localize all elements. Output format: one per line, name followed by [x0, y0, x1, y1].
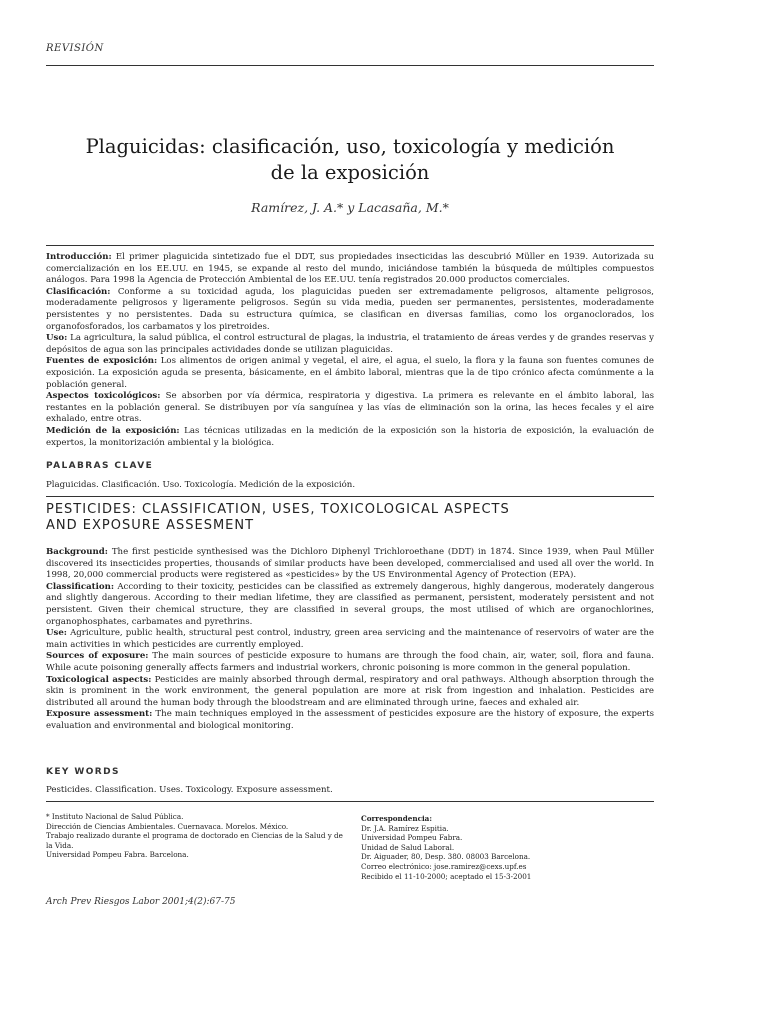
affiliation-footnote	[46, 812, 346, 860]
journal-citation: Arch Prev Riesgos Labor 2001;4(2):67-75	[46, 897, 236, 907]
abstract-label: Introducción:	[46, 252, 112, 262]
abstract-text: According to their toxicity, pesticides can be classified as extremely dangerous, highly dangerous, moderately dangerous and slightly dangerous. According to their median lifetime, they are classified as permanent, persistent, moderately persistent and not persistent. Given their chemical structure, they are classified in several groups, the most utilised of which are organochlorines, organophosphates, carbamates and pyrethrins.	[46, 581, 654, 627]
correspondence-line: Correo electrónico: jose.ramirez@cexs.upf.es	[361, 861, 527, 871]
keywords-english: Pesticides. Classification. Uses. Toxicology. Exposure assessment.	[46, 785, 333, 795]
abstract-paragraph	[46, 426, 654, 449]
title-line-2: de la exposición	[270, 161, 430, 184]
abstract-text: El primer plaguicida sintetizado fue el DDT, sus propiedades insecticidas las descubrió Müller en 1939. Autorizada su comercialización en los EE.UU. en 1945, se expande al resto del mundo, iniciándose también la búsqueda de múltiples compuestos análogos. Para 1998 la Agencia de Protección Ambiental de los EE.UU. tenía registrados 20.000 productos comerciales.	[46, 252, 654, 286]
header-rule	[46, 65, 654, 66]
english-section-rule	[46, 496, 654, 497]
abstract-text: The first pesticide synthesised was the Dichloro Diphenyl Trichloroethane (DDT) in 1874. Since 1939, when Paul Müller discovered its insecticides properties, thousands of similar products have been developed, commercialised and used all over the world. In 1998, 20,000 commercial products were registered as «pesticides» by the US Environmental Agency of Protection (EPA).	[46, 547, 654, 581]
abstract-paragraph	[46, 391, 654, 426]
affiliation-line: Trabajo realizado durante el programa de doctorado en Ciencias de la Salud y de	[46, 831, 343, 841]
correspondence-footnote	[361, 814, 651, 881]
abstract-paragraph	[46, 628, 654, 651]
keywords-heading-english: KEY WORDS	[46, 767, 120, 777]
abstract-paragraph	[46, 651, 654, 674]
article-title	[46, 134, 654, 186]
abstract-text: Las técnicas utilizadas en la medición de la exposición son la historia de exposición, la evaluación de expertos, la monitorización ambiental y la biológica.	[46, 425, 654, 448]
abstract-label: Toxicological aspects:	[46, 674, 152, 685]
affiliation-line: Dirección de Ciencias Ambientales. Cuernavaca. Morelos. México.	[46, 821, 289, 831]
abstract-text: Pesticides are mainly absorbed through dermal, respiratory and oral pathways. Although absorption through the skin is prominent in the work environment, the general population are more at risk from ingestion and inhalation. Pesticides are distributed all around the human body through the bloodstream and are eliminated through urine, faeces and exhaled air.	[46, 674, 654, 708]
footnote-rule	[46, 801, 654, 802]
abstract-text: Los alimentos de origen animal y vegetal, el aire, el agua, el suelo, la flora y la fauna son fuentes comunes de exposición. La exposición aguda se presenta, básicamente, en el ámbito laboral, mientras que la de tipo crónico afecta comúnmente a la población general.	[46, 356, 654, 390]
abstract-label: Use:	[46, 628, 67, 639]
correspondence-heading: Correspondencia:	[361, 814, 432, 823]
abstract-label: Classification:	[46, 581, 115, 592]
english-title-line-1: PESTICIDES: CLASSIFICATION, USES, TOXICOLOGICAL ASPECTS	[46, 502, 510, 517]
authors: Ramírez, J. A.* y Lacasaña, M.*	[251, 200, 449, 215]
affiliation-line: la Vida.	[46, 840, 74, 850]
affiliation-line: * Instituto Nacional de Salud Pública.	[46, 812, 184, 821]
section-label: REVISIÓN	[46, 43, 104, 54]
affiliation-line: Universidad Pompeu Fabra. Barcelona.	[46, 850, 189, 860]
abstract-spanish	[46, 252, 654, 449]
correspondence-line: Dr. J.A. Ramírez Espitia.	[361, 823, 449, 833]
correspondence-line: Unidad de Salud Laboral.	[361, 842, 455, 852]
abstract-paragraph	[46, 333, 654, 356]
correspondence-line: Dr. Aiguader, 80, Desp. 380. 08003 Barcelona.	[361, 852, 531, 862]
abstract-paragraph	[46, 709, 654, 732]
abstract-label: Background:	[46, 547, 108, 557]
title-line-1: Plaguicidas: clasificación, uso, toxicología y medición	[85, 135, 615, 158]
abstract-label: Clasificación:	[46, 286, 111, 297]
abstract-label: Medición de la exposición:	[46, 425, 180, 436]
abstract-text: Agriculture, public health, structural pest control, industry, green area servicing and the maintenance of reservoirs of water are the main activities in which pesticides are currently employed.	[46, 628, 654, 650]
keywords-heading-spanish: PALABRAS CLAVE	[46, 461, 154, 471]
abstract-label: Uso:	[46, 333, 68, 344]
abstract-english	[46, 547, 654, 733]
abstract-text: Conforme a su toxicidad aguda, los plaguicidas pueden ser extremadamente peligrosos, altamente peligrosos, moderadamente peligrosos y ligeramente peligrosos. Según su vida media, pueden ser permanentes, persistentes, moderadamente persistentes y no persistentes. Dada su estructura química, se clasifican en diversas familias, como los organoclorados, los organofosforados, los carbamatos y los piretroides.	[46, 286, 654, 332]
abstract-text: The main sources of pesticide exposure to humans are through the food chain, air, water, soil, flora and fauna. While acute poisoning generally affects farmers and industrial workers, chronic poisoning is more common in the general population.	[46, 651, 654, 673]
abstract-paragraph	[46, 287, 654, 333]
keywords-spanish: Plaguicidas. Clasificación. Uso. Toxicología. Medición de la exposición.	[46, 480, 356, 490]
abstract-label: Sources of exposure:	[46, 651, 149, 662]
abstract-paragraph	[46, 547, 654, 582]
abstract-paragraph	[46, 356, 654, 391]
article-page	[46, 0, 654, 1024]
abstract-paragraph	[46, 582, 654, 628]
abstract-top-rule	[46, 245, 654, 246]
english-title	[46, 502, 654, 534]
abstract-paragraph	[46, 675, 654, 710]
abstract-text: La agricultura, la salud pública, el control estructural de plagas, la industria, el tratamiento de áreas verdes y de grandes reservas y depósitos de agua son las principales actividades donde se utilizan plaguicidas.	[46, 333, 654, 355]
abstract-label: Exposure assessment:	[46, 709, 153, 720]
abstract-label: Fuentes de exposición:	[46, 356, 158, 367]
abstract-text: Se absorben por vía dérmica, respiratoria y digestiva. La primera es relevante en el ámbito laboral, las restantes en la población general. Se distribuyen por vía sanguínea y las vías de eliminación son la orina, las heces fecales y el aire exhalado, entre otras.	[46, 391, 654, 425]
abstract-text: The main techniques employed in the assessment of pesticides exposure are the history of exposure, the experts evaluation and environmental and biological monitoring.	[46, 709, 655, 731]
correspondence-line: Recibido el 11-10-2000; aceptado el 15-3-2001	[361, 871, 532, 881]
correspondence-line: Universidad Pompeu Fabra.	[361, 833, 463, 843]
abstract-paragraph	[46, 252, 654, 287]
english-title-line-2: AND EXPOSURE ASSESMENT	[46, 518, 255, 533]
abstract-label: Aspectos toxicológicos:	[46, 391, 161, 402]
